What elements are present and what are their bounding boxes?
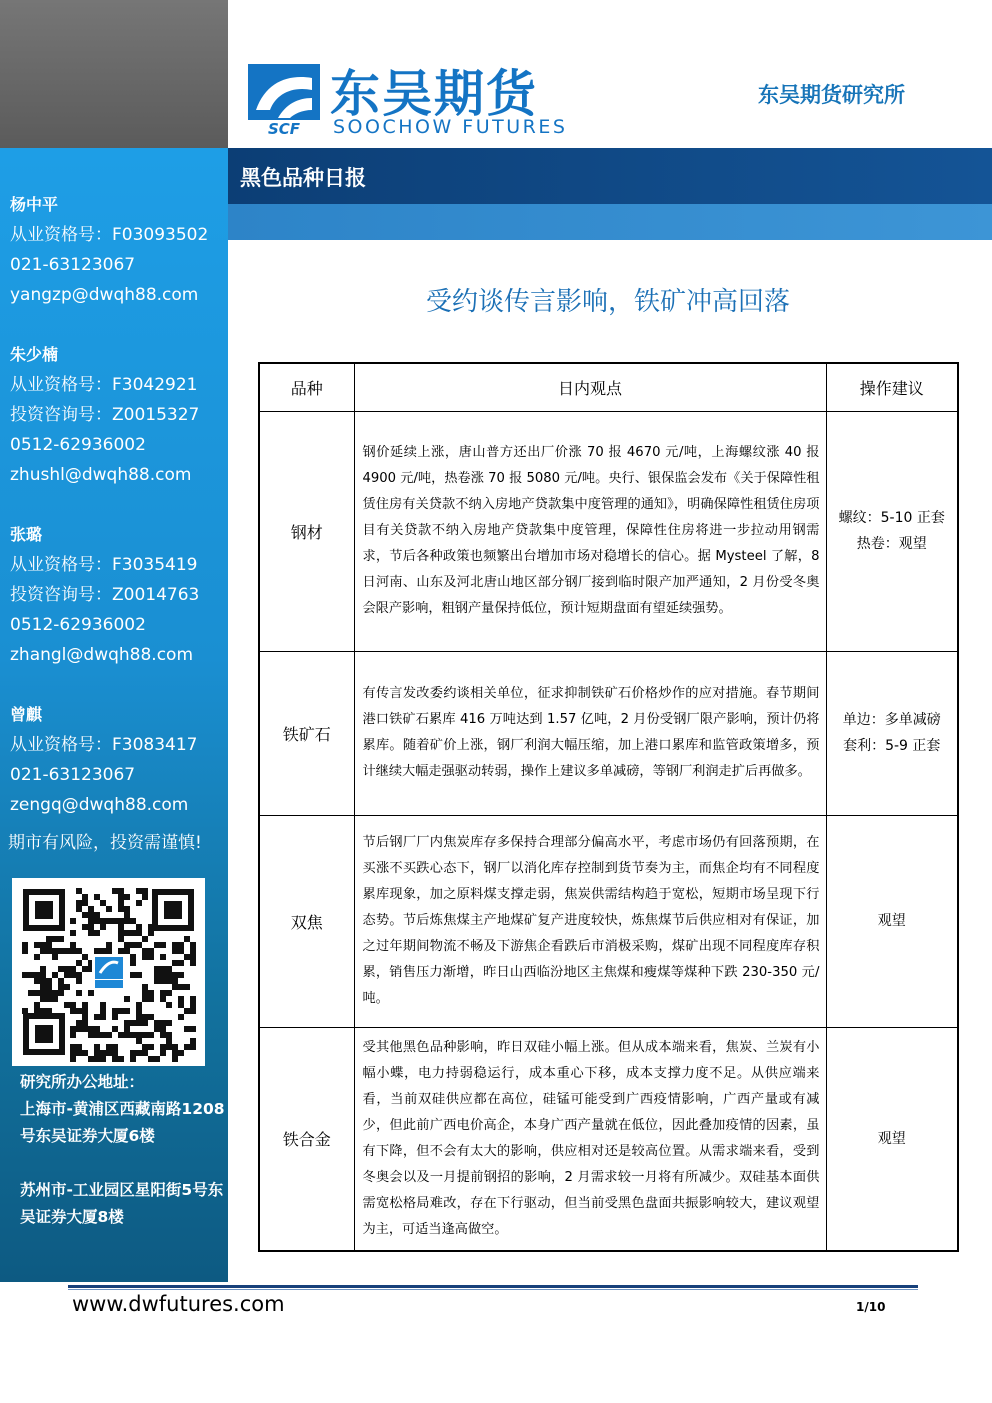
advice-line: 套利：5-9 正套 xyxy=(843,738,941,754)
analyst-phone: 0512-62936002 xyxy=(10,435,146,455)
analyst-email[interactable]: zhushl@dwqh88.com xyxy=(10,465,192,485)
advice-line: 螺纹：5-10 正套 xyxy=(838,510,945,526)
analyst-name: 张璐 xyxy=(10,525,43,544)
qr-code-image xyxy=(12,878,205,1066)
row-category: 钢材 xyxy=(259,411,354,651)
analyst-license: 从业资格号：F3083417 xyxy=(10,735,198,755)
market-view-table xyxy=(258,362,959,1252)
row-category: 铁合金 xyxy=(259,1027,354,1251)
risk-notice: 期市有风险，投资需谨慎! xyxy=(8,833,202,853)
row-view: 钢价延续上涨，唐山普方还出厂价涨 70 报 4670 元/吨，上海螺纹涨 40 报 4900 元/吨，热卷涨 70 报 5080 元/吨。央行、银保监会发布《关于保障性租赁住房有关贷款不纳入房地产贷款集中度管理的通知》，明确保障性租赁住房项目有关贷款不纳入房地产贷款集中度管理，保障性住房将进一步拉动用钢需求，节后各种政策也频繁出台增加市场对稳增长的信心。据 Mysteel 了解，8 日河南、山东及河北唐山地区部分钢厂接到临时限产加严通知，2 月份受冬奥会限产影响，粗钢产量保持低位，预计短期盘面有望延续强势。 xyxy=(354,411,826,651)
row-view: 有传言发改委约谈相关单位，征求抑制铁矿石价格炒作的应对措施。春节期间港口铁矿石累库 416 万吨达到 1.57 亿吨，2 月份受钢厂限产影响，预计仍将累库。随着矿价上涨，钢厂利润大幅压缩，加上港口累库和监管政策增多，预计继续大幅走强驱动转弱，操作上建议多单减磅，等钢厂利润走扩后再做多。 xyxy=(354,651,826,815)
analyst-name: 朱少楠 xyxy=(10,345,59,364)
analyst-license: 从业资格号：F3035419 xyxy=(10,555,198,575)
advice-line: 热卷：观望 xyxy=(856,536,927,552)
qr-code-icon xyxy=(12,878,205,1066)
address-label: 研究所办公地址： xyxy=(20,1073,145,1091)
advice-line: 观望 xyxy=(877,1130,906,1147)
analyst-consult-id: 投资咨询号：Z0015327 xyxy=(10,405,200,425)
brand-name-en: SOOCHOW FUTURES xyxy=(333,116,568,138)
scf-logo-icon xyxy=(248,64,320,136)
row-view: 节后钢厂厂内焦炭库存多保持合理部分偏高水平，考虑市场仍有回落预期，在买涨不买跌心态下，钢厂以消化库存控制到货节奏为主，而焦企均有不同程度累库现象，加之原料煤支撑走弱，焦炭供需结构趋于宽松，短期市场呈现下行态势。节后炼焦煤主产地煤矿复产进度较快，炼焦煤节后供应相对有保证，加之过年期间物流不畅及下游焦企看跌后市消极采购，煤矿出现不同程度库存积累，销售压力渐增，昨日山西临汾地区主焦煤和瘦煤等煤种下跌 230-350 元/吨。 xyxy=(354,815,826,1027)
analyst-consult-id: 投资咨询号：Z0014763 xyxy=(10,585,200,605)
table-row xyxy=(259,651,958,815)
logo-abbr: SCF xyxy=(267,120,301,136)
institute-name: 东吴期货研究所 xyxy=(758,83,905,107)
report-headline: 受约谈传言影响，铁矿冲高回落 xyxy=(425,287,790,317)
analyst-card xyxy=(10,340,225,490)
brand-name-cn: 东吴期货 xyxy=(330,65,538,123)
row-advice xyxy=(826,411,958,651)
advice-line: 单边：多单减磅 xyxy=(842,712,941,728)
row-advice xyxy=(826,1027,958,1251)
analyst-phone: 0512-62936002 xyxy=(10,615,146,635)
table-row xyxy=(259,815,958,1027)
report-banner xyxy=(228,148,992,204)
analyst-name: 杨中平 xyxy=(10,195,59,214)
column-header-view: 日内观点 xyxy=(354,363,826,411)
row-category: 双焦 xyxy=(259,815,354,1027)
analyst-card xyxy=(10,520,225,670)
analyst-phone: 021-63123067 xyxy=(10,255,136,275)
analyst-email[interactable]: zhangl@dwqh88.com xyxy=(10,645,194,665)
row-category: 铁矿石 xyxy=(259,651,354,815)
address-suzhou: 苏州市-工业园区星阳街5号东吴证券大厦8楼 xyxy=(20,1181,224,1226)
row-advice xyxy=(826,651,958,815)
office-address xyxy=(20,1069,225,1231)
analyst-card xyxy=(10,190,225,310)
analyst-card xyxy=(10,700,225,820)
analyst-name: 曾麒 xyxy=(10,705,43,724)
sidebar-top-band xyxy=(0,0,228,148)
report-type-title: 黑色品种日报 xyxy=(240,166,366,190)
advice-line: 观望 xyxy=(877,913,906,929)
analyst-license: 从业资格号：F3042921 xyxy=(10,375,198,395)
analyst-phone: 021-63123067 xyxy=(10,765,136,785)
analyst-email[interactable]: yangzp@dwqh88.com xyxy=(10,285,199,305)
row-advice xyxy=(826,815,958,1027)
table-header-row xyxy=(259,363,958,411)
footer-divider xyxy=(68,1285,918,1291)
table-row xyxy=(259,1027,958,1251)
banner-accent-bar xyxy=(228,204,992,240)
page-number: 1/10 xyxy=(856,1300,886,1314)
row-view: 受其他黑色品种影响，昨日双硅小幅上涨。但从成本端来看，焦炭、兰炭有小幅小蝶，电力持弱稳运行，成本重心下移，成本支撑力度不足。从供应端来看，当前双硅供应都在高位，硅锰可能受到广西疫情影响，广西产量或有减少，但此前广西电价高企，本身广西产量就在低位，因此叠加疫情的因素，虽有下降，但不会有太大的影响，供应相对还是较高位置。从需求端来看，受到冬奥会以及一月提前钢招的影响，2 月需求较一月将有所减少。双硅基本面供需宽松格局难改，存在下行驱动，但当前受黑色盘面共振影响较大，建议观望为主，可适当逢高做空。 xyxy=(354,1027,826,1251)
footer-website-link[interactable]: www.dwfutures.com xyxy=(72,1292,285,1316)
table-row xyxy=(259,411,958,651)
address-shanghai: 上海市-黄浦区西藏南路1208号东吴证券大厦6楼 xyxy=(20,1100,225,1145)
column-header-advice: 操作建议 xyxy=(826,363,958,411)
analyst-email[interactable]: zengq@dwqh88.com xyxy=(10,795,189,815)
column-header-category: 品种 xyxy=(259,363,354,411)
analyst-license: 从业资格号：F03093502 xyxy=(10,225,209,245)
